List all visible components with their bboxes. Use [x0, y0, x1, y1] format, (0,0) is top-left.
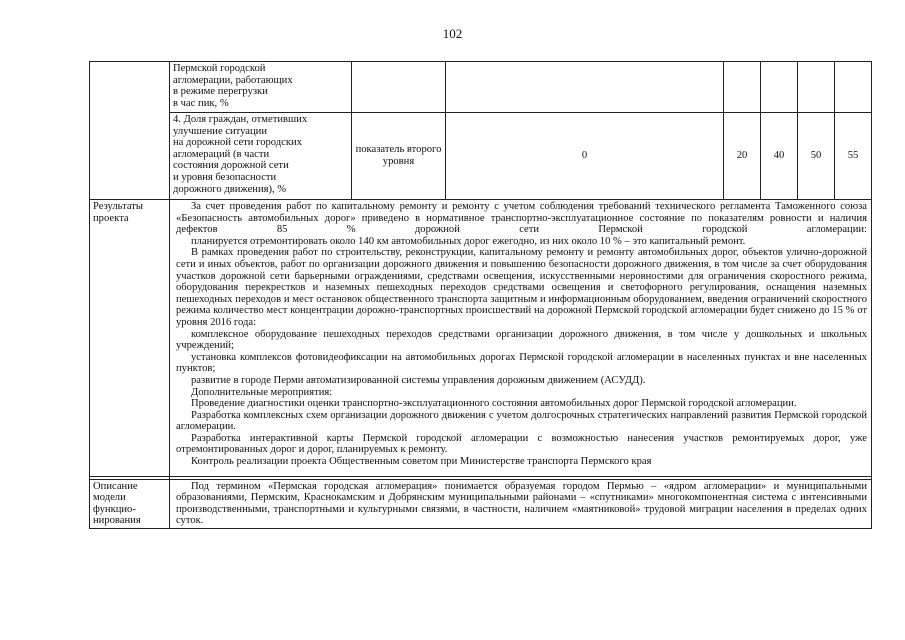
model-label: Описание модели функцио-нирования: [90, 479, 170, 528]
indicator-value: 55: [835, 113, 872, 200]
indicator-value: [761, 62, 798, 113]
indicator-value: 20: [724, 113, 761, 200]
indicator-name: Пермской городской агломерации, работающих в режиме перегрузки в час пик, %: [170, 62, 352, 113]
label-cell-empty: [90, 62, 170, 200]
model-text: [170, 479, 872, 528]
indicator-row: [90, 113, 872, 200]
indicator-value: [798, 62, 835, 113]
results-paragraph: Разработка комплексных схем организации дорожного движения с учетом долгосрочных стратегических направлений развития Пермской городской агломерации.: [176, 409, 867, 433]
indicator-value-base: 0: [446, 113, 724, 200]
results-paragraph: Дополнительные мероприятия:: [191, 386, 333, 398]
results-paragraph: Контроль реализации проекта Общественным советом при Министерстве транспорта Пермского края: [191, 456, 652, 468]
results-paragraph: В рамках проведения работ по строительству, реконструкции, капитальному ремонту и ремонту автомобильных дорог, объектов улично-дорожной сети и иных объектов, работ по организации дорожного движения и повышению безопасности дорожного движения, в том числе за счет оборудования участков дорожной сети барьерными ограждениями, средствами освещения, искусственными неровностями для ограничения скоростного режима, оборудования перекрестков и наземных пешеходных переходов средствами освещения и светофорного регулирования, оснащения наземных пешеходных переходов и мест остановок общественного транспорта защитным и информационным оборудованием, введения ограничений скоростного режима количество мест концентрации дорожно-транспортных происшествий на дорожной Пермской городской агломерации будет снижено до 15 % от уровня 2016 года:: [176, 247, 867, 328]
results-paragraph: Проведение диагностики оценки транспортно-эксплуатационного состояния автомобильных дорог Пермской городской агломерации.: [191, 398, 797, 410]
results-row: [90, 200, 872, 477]
results-paragraph: За счет проведения работ по капитальному ремонту и ремонту с учетом соблюдения требований технического регламента Таможенного союза «Безопасность автомобильных дорог» приведено в нормативное транспортно-эксплуатационное состояние по показателям ровности и наличия дефектов 85 % дорожной сети Пермской городской агломерации:: [176, 201, 867, 236]
passport-table: [89, 61, 872, 529]
results-paragraph: Разработка интерактивной карты Пермской городской агломерации с возможностью нанесения участков ремонтируемых дорог, уже отремонтированных дорог и дорог, планируемых к ремонту.: [176, 432, 867, 456]
page-number: 102: [442, 26, 463, 41]
results-paragraph: установка комплексов фотовидеофиксации на автомобильных дорогах Пермской городской агломерации в населенных пунктах и вне населенных пунктов;: [176, 351, 867, 375]
indicator-value: [835, 62, 872, 113]
indicator-name: 4. Доля граждан, отметивших улучшение ситуации на дорожной сети городских агломераций (в части состояния дорожной сети и уровня безопасности дорожного движения), %: [170, 113, 352, 200]
results-text: [170, 200, 872, 477]
indicator-value-base: [446, 62, 724, 113]
results-label: Результаты проекта: [90, 200, 170, 477]
results-paragraph: планируется отремонтировать около 140 км автомобильных дорог ежегодно, из них около 10 % – это капитальный ремонт.: [191, 235, 746, 247]
indicator-value: [724, 62, 761, 113]
indicator-type: [352, 62, 446, 113]
indicator-value: 40: [761, 113, 798, 200]
model-paragraph: Под термином «Пермская городская агломерация» понимается образуемая городом Пермью – «ядром агломерации» и муниципальными образованиями, Пермским, Краснокамским и Добрянским муниципальными районами – «спутниками» многокомпонентная система с интенсивными производственными, транспортными и культурными связями, в частности, наличием «маятниковой» трудовой миграции населения в пределах одних суток.: [176, 480, 867, 527]
indicator-type: показатель второго уровня: [352, 113, 446, 200]
indicator-value: 50: [798, 113, 835, 200]
results-paragraph: развитие в городе Перми автоматизированной системы управления дорожным движением (АСУДД).: [191, 374, 646, 386]
results-paragraph: комплексное оборудование пешеходных переходов средствами организации дорожного движения, в том числе у дошкольных и школьных учреждений;: [176, 328, 867, 352]
indicator-row: [90, 62, 872, 113]
model-row: [90, 479, 872, 528]
